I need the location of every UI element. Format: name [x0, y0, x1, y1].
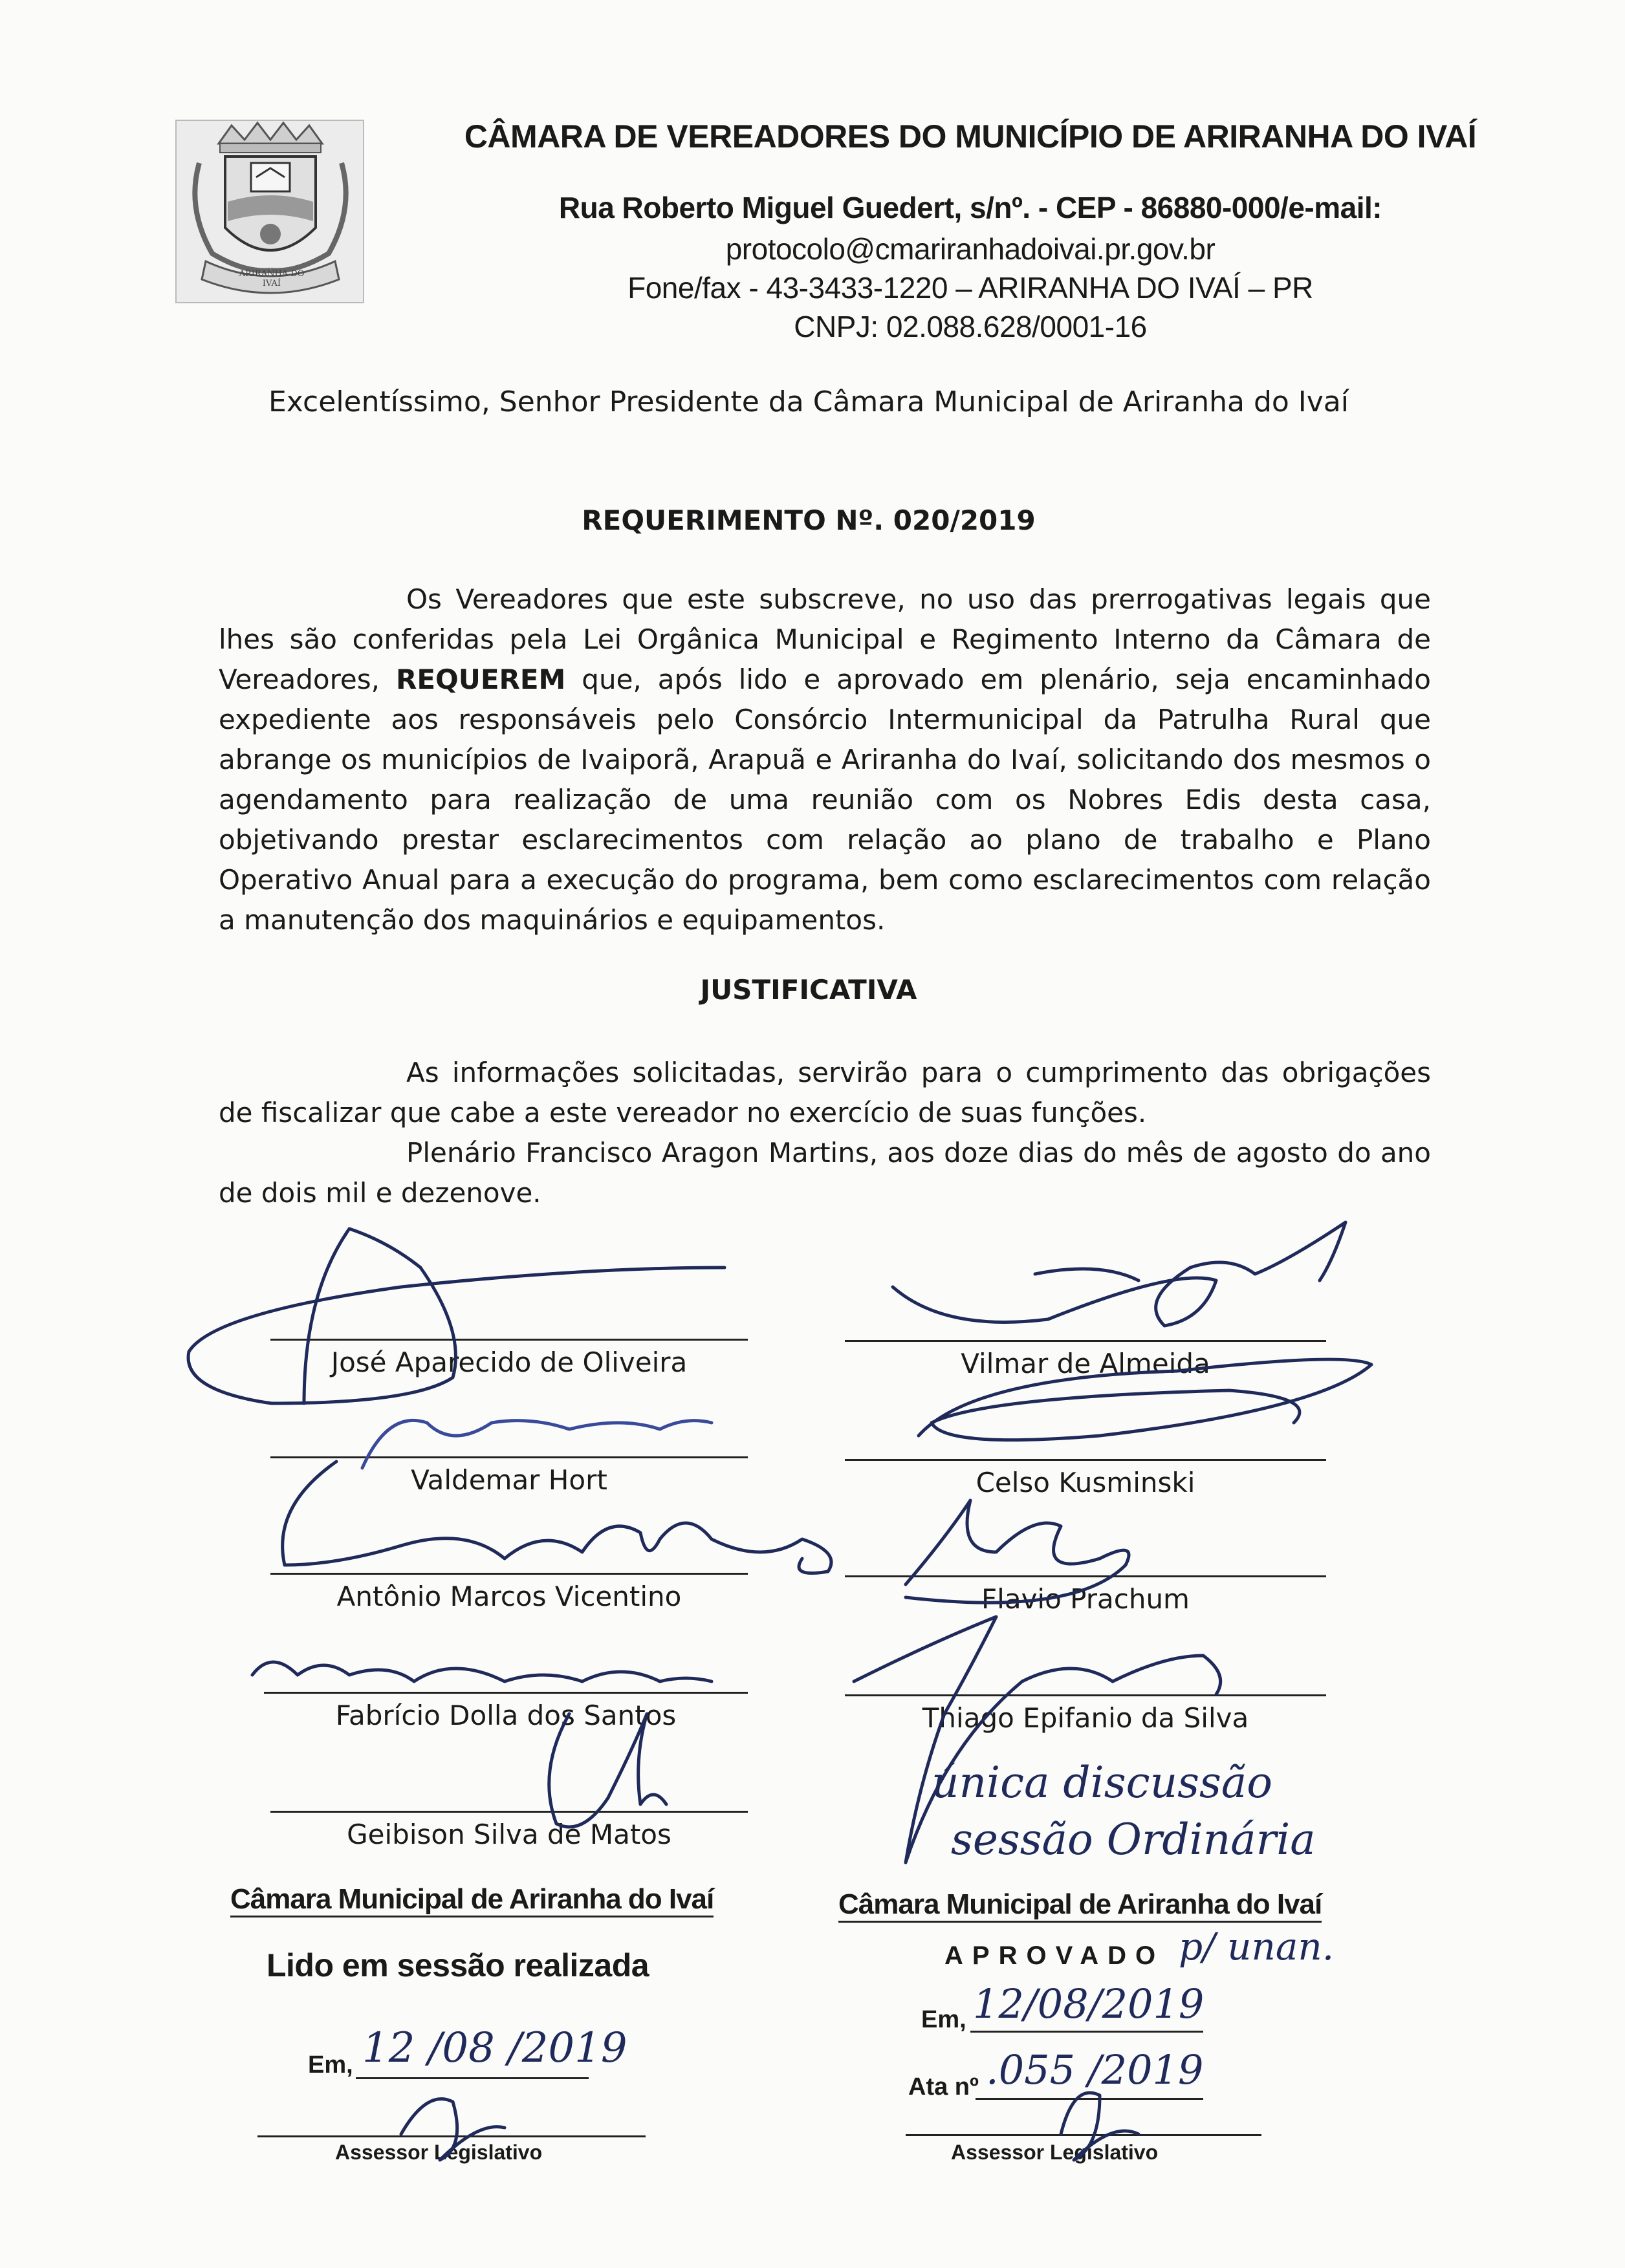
justification-title: JUSTIFICATIVA: [700, 974, 917, 1006]
signature-line: [270, 1339, 748, 1341]
institution-address: Rua Roberto Miguel Guedert, s/nº. - CEP - 86880-000/e-mail:: [558, 191, 1382, 224]
signature-line: [845, 1575, 1326, 1577]
salutation: Excelentíssimo, Senhor Presidente da Câmara Municipal de Ariranha do Ivaí: [268, 385, 1349, 418]
stamp-left-title: Câmara Municipal de Ariranha do Ivaí: [230, 1883, 714, 1917]
signature-fabricio: [252, 1662, 712, 1681]
crest-motto: ARIRANHA DO IVAÍ: [239, 269, 305, 288]
request-keyword: REQUEREM: [395, 664, 566, 695]
stamp-right-ata-line: [976, 2098, 1203, 2100]
signature-vilmar: [893, 1222, 1346, 1326]
signatory-name: Thiago Epifanio da Silva: [922, 1702, 1249, 1734]
stamp-right-ata-value: .055 /2019: [986, 2046, 1204, 2093]
stamp-right-status-handwritten: p/ unan.: [1179, 1925, 1335, 1969]
closing-text: Plenário Francisco Aragon Martins, aos doze dias do mês de agosto do ano de dois mil e dezenove.: [219, 1137, 1431, 1209]
institution-cnpj: CNPJ: 02.088.628/0001-16: [794, 310, 1147, 343]
handwritten-note-line2: sessão Ordinária: [951, 1815, 1316, 1864]
signature-line: [270, 1456, 748, 1458]
signatory-name: Vilmar de Almeida: [961, 1348, 1210, 1379]
signature-line: [845, 1694, 1326, 1696]
institution-email: protocolo@cmariranhadoivai.pr.gov.br: [725, 232, 1216, 266]
stamp-right-date-value: 12/08/2019: [973, 1980, 1205, 2027]
signature-line: [845, 1459, 1326, 1461]
institution-phone: Fone/fax - 43-3433-1220 – ARIRANHA DO IVAÍ – PR: [627, 271, 1313, 305]
signatory-name: Valdemar Hort: [411, 1464, 607, 1496]
stamp-left-date-value: 12 /08 /2019: [362, 2024, 627, 2072]
signatory-name: Flavio Prachum: [981, 1583, 1190, 1615]
signature-valdemar: [362, 1420, 712, 1468]
stamp-right-date-line: [970, 2031, 1203, 2033]
stamp-left-subtitle: Lido em sessão realizada: [267, 1947, 649, 1983]
signatory-name: Antônio Marcos Vicentino: [336, 1581, 682, 1612]
institution-title: CÂMARA DE VEREADORES DO MUNICÍPIO DE ARIRANHA DO IVAÍ: [464, 118, 1477, 155]
signatory-name: Celso Kusminski: [976, 1467, 1195, 1498]
stamp-left-date-line: [356, 2077, 589, 2079]
signatory-name: Fabrício Dolla dos Santos: [335, 1700, 677, 1731]
signature-line: [264, 1692, 748, 1694]
stamp-left-signer: Assessor Legislativo: [335, 2141, 543, 2164]
signatory-name: Geibison Silva de Matos: [347, 1819, 671, 1850]
municipal-coat-of-arms-icon: [173, 118, 366, 305]
signatory-name: José Aparecido de Oliveira: [331, 1346, 688, 1378]
signature-line: [845, 1340, 1326, 1342]
handwritten-note-line1: única discussão: [932, 1758, 1272, 1808]
request-paragraph: [219, 579, 1431, 940]
document-title: REQUERIMENTO Nº. 020/2019: [582, 504, 1036, 536]
stamp-right-signer-line: [906, 2134, 1261, 2136]
stamp-right-date-label: Em,: [921, 2006, 966, 2033]
stamp-right-ata-label: Ata nº: [908, 2073, 979, 2101]
signature-line: [270, 1573, 748, 1575]
stamp-right-status: APROVADO: [944, 1941, 1165, 1970]
justification-text: As informações solicitadas, servirão para o cumprimento das obrigações de fiscalizar que cabe a este vereador no exercício de suas funções.: [219, 1057, 1431, 1129]
request-rest: que, após lido e aprovado em plenário, seja encaminhado expediente aos responsáveis pelo Consórcio Intermunicipal da Patrulha Rural que abrange os municípios de Ivaiporã, Arapuã e Ariranha do Ivaí, solicitando dos mesmos o agendamento para realização de uma reunião com os Nobres Edis desta casa, objetivando prestar esclarecimentos com relação ao plano de trabalho e Plano Operativo Anual para a execução do programa, bem como esclarecimentos com relação a manutenção dos maquinários e equipamentos.: [219, 664, 1431, 936]
stamp-left-date-label: Em,: [308, 2051, 353, 2079]
stamp-right-title: Câmara Municipal de Ariranha do Ivaí: [838, 1888, 1322, 1923]
request-lead: Os Vereadores que este subscreve, no uso das prerrogativas legais que lhes são conferidas pela Lei Orgânica Municipal e Regimento Interno da Câmara de Vereadores,: [219, 583, 1431, 695]
signature-line: [270, 1811, 748, 1813]
stamp-right-signer: Assessor Legislativo: [951, 2141, 1159, 2164]
stamp-left-signer-line: [257, 2135, 646, 2137]
